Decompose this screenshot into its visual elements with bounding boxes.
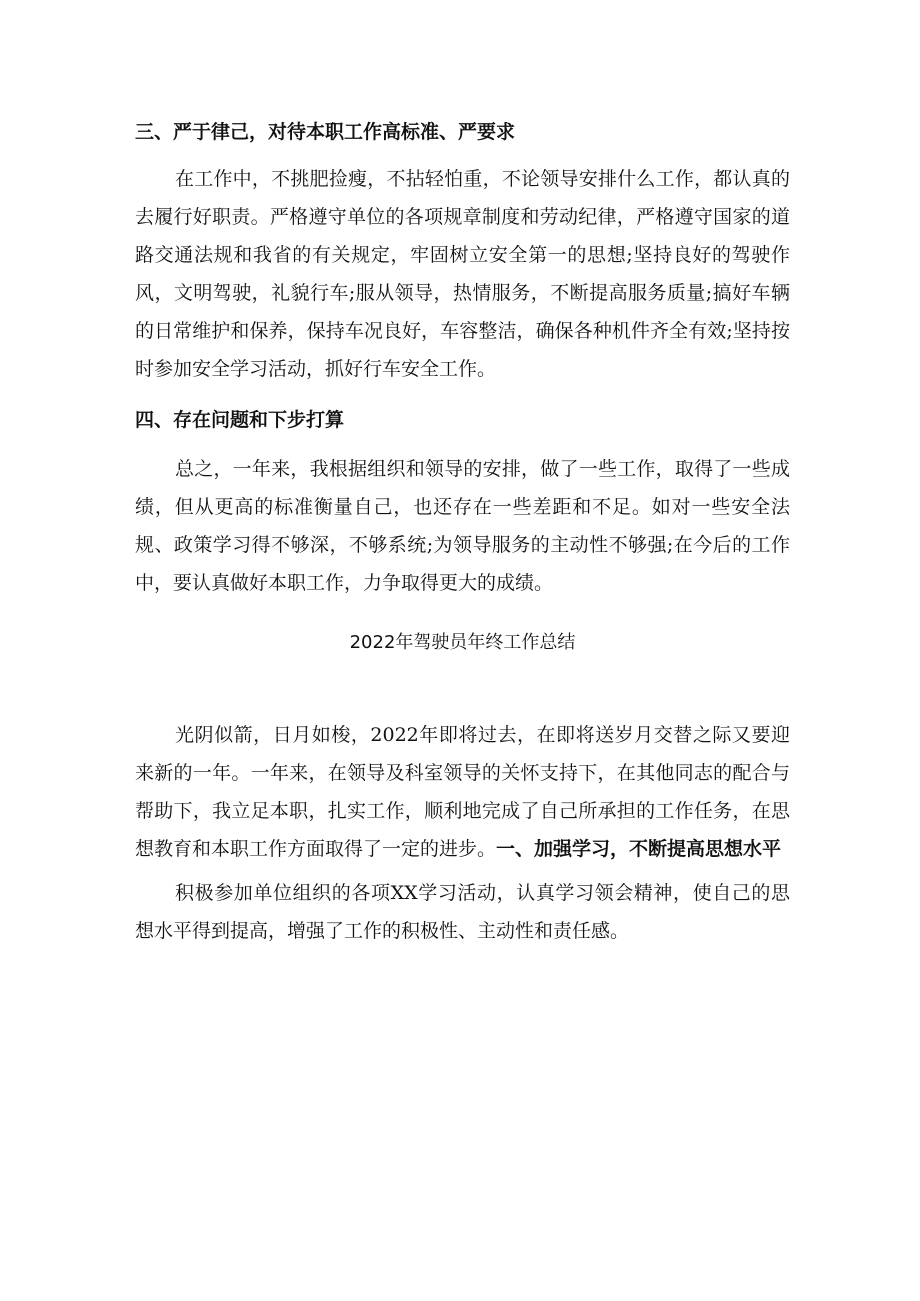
section1-heading: 一、加强学习，不断提高思想水平 bbox=[496, 838, 782, 860]
section3-heading: 三、严于律己，对待本职工作高标准、严要求 bbox=[135, 121, 516, 143]
intro-text: 光阴似箭，日月如梭，2022年即将过去，在即将送岁月交替之际又要迎来新的一年。一年来，在领导及科室领导的关怀支持下，在其他同志的配合与帮助下，我立足本职，扎实工作，顺利地完成了自己所承担的工作任务，在思想教育和本职工作方面取得了一定的进步。 bbox=[135, 724, 790, 860]
document-page bbox=[135, 108, 790, 950]
section4-paragraph: 总之，一年来，我根据组织和领导的安排，做了一些工作，取得了一些成绩，但从更高的标准衡量自己，也还存在一些差距和不足。如对一些安全法规、政策学习得不够深，不够系统;为领导服务的主动性不够强;在今后的工作中，要认真做好本职工作，力争取得更大的成绩。 bbox=[135, 458, 790, 594]
section1-paragraph: 积极参加单位组织的各项XX学习活动，认真学习领会精神，使自己的思想水平得到提高，增强了工作的积极性、主动性和责任感。 bbox=[135, 882, 790, 942]
document-title: 2022年驾驶员年终工作总结 bbox=[349, 632, 576, 653]
section3-paragraph: 在工作中，不挑肥捡瘦，不拈轻怕重，不论领导安排什么工作，都认真的去履行好职责。严格遵守单位的各项规章制度和劳动纪律，严格遵守国家的道路交通法规和我省的有关规定，牢固树立安全第一的思想;坚持良好的驾驶作风，文明驾驶，礼貌行车;服从领导，热情服务，不断提高服务质量;搞好车辆的日常维护和保养，保持车况良好，车容整洁，确保各种机件齐全有效;坚持按时参加安全学习活动，抓好行车安全工作。 bbox=[135, 168, 790, 380]
section4-heading: 四、存在问题和下步打算 bbox=[135, 409, 345, 431]
intro-paragraph bbox=[135, 716, 790, 868]
